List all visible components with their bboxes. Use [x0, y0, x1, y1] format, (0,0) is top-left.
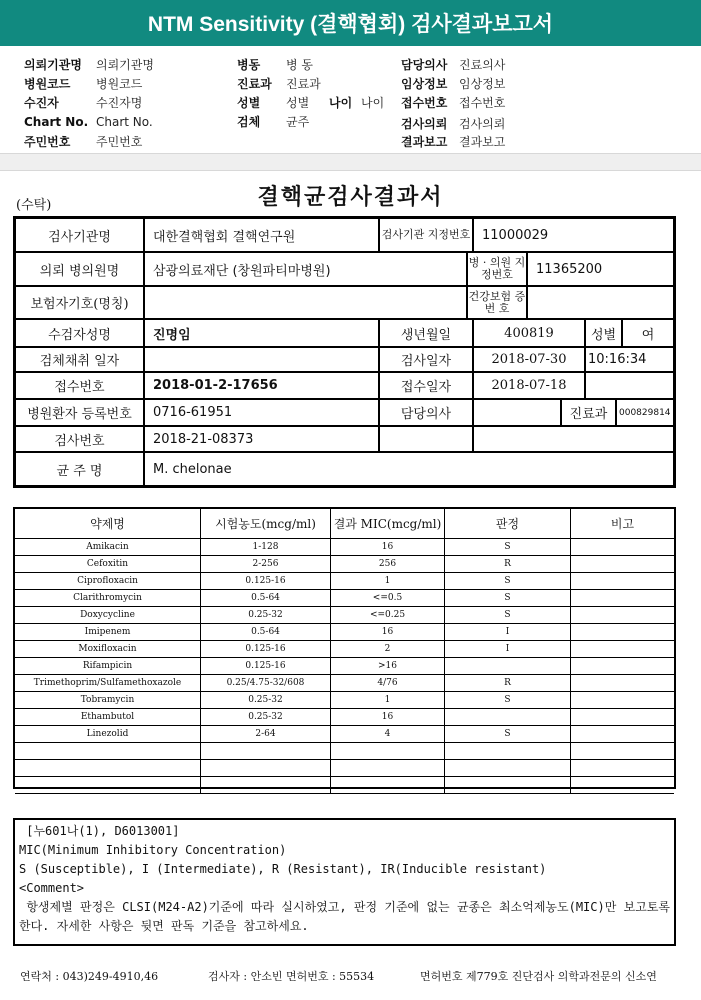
drug-mic	[331, 760, 445, 777]
drug-remark	[571, 675, 674, 692]
health-no-value	[527, 286, 674, 319]
test-no-label: 검사번호	[15, 426, 144, 452]
drug-mic: 1	[331, 692, 445, 709]
hospital-value: 삼광의료재단 (창원파티마병원)	[144, 252, 467, 286]
lab-no-label: 검사기관 지정번호	[379, 218, 473, 252]
drug-remark	[571, 777, 674, 794]
drug-remark	[571, 556, 674, 573]
drug-mic: <=0.5	[331, 590, 445, 607]
drug-interpretation	[445, 658, 571, 675]
drug-remark	[571, 760, 674, 777]
drug-name: Clarithromycin	[15, 590, 201, 607]
sex-label: 성별	[585, 319, 622, 347]
report-title: NTM Sensitivity (결핵협회) 검사결과보고서	[147, 13, 554, 36]
test-no-value: 2018-21-08373	[144, 426, 379, 452]
receipt-no-label: 접수번호	[15, 372, 144, 399]
drug-concentration	[201, 743, 331, 760]
header-label-patient: 수진자	[24, 96, 59, 110]
report-footer	[20, 968, 690, 986]
header-value-sex: 성별	[286, 96, 310, 110]
drug-remark	[571, 590, 674, 607]
header-value-ward: 병 동	[286, 58, 313, 72]
drug-concentration: 0.25/4.75-32/608	[201, 675, 331, 692]
drug-remark	[571, 607, 674, 624]
drug-name: Ciprofloxacin	[15, 573, 201, 590]
drug-name	[15, 777, 201, 794]
drug-remark	[571, 726, 674, 743]
birth-label: 생년월일	[379, 319, 473, 347]
drug-interpretation: R	[445, 675, 571, 692]
strain-label: 균 주 명	[15, 452, 144, 486]
drug-name	[15, 743, 201, 760]
drug-interpretation: S	[445, 726, 571, 743]
header-label-resident-no: 주민번호	[24, 135, 71, 149]
header-label-chart: Chart No.	[24, 115, 89, 129]
drug-remark	[571, 573, 674, 590]
footer-examiner: 검사자 : 안소빈 면허번호 : 55534	[208, 970, 375, 983]
header-value-specimen: 균주	[286, 115, 310, 129]
note-comment-label: <Comment>	[19, 881, 85, 895]
header-label-clinical: 임상정보	[401, 77, 448, 91]
note-legend: S (Susceptible), I (Intermediate), R (Resistant), IR(Inducible resistant)	[19, 862, 547, 876]
drug-mic: 16	[331, 709, 445, 726]
drug-remark	[571, 539, 674, 556]
drug-concentration: 0.25-32	[201, 709, 331, 726]
lab-name-label: 검사기관명	[15, 218, 144, 252]
header-value-doctor: 진료의사	[459, 58, 506, 72]
health-no-label: 건강보험 증 번 호	[467, 286, 527, 319]
patient-info-table	[13, 216, 676, 488]
drug-interpretation	[445, 743, 571, 760]
header-label-dept: 진료과	[237, 77, 272, 91]
drug-concentration: 0.125-16	[201, 573, 331, 590]
header-label-specimen: 검체	[237, 115, 261, 129]
insurer-value	[144, 286, 467, 319]
drug-concentration: 0.125-16	[201, 658, 331, 675]
drug-mic: 1	[331, 573, 445, 590]
drug-name	[15, 760, 201, 777]
header-label-institution: 의뢰기관명	[24, 58, 82, 72]
report-title-bar	[0, 0, 701, 46]
footer-license: 면허번호 제779호 진단검사 의학과전문의 신소연	[420, 970, 657, 983]
drug-interpretation: S	[445, 573, 571, 590]
strain-value: M. chelonae	[144, 452, 674, 486]
drug-mic	[331, 743, 445, 760]
drug-interpretation	[445, 777, 571, 794]
header-value-request: 검사의뢰	[459, 117, 506, 131]
header-value-clinical: 임상정보	[459, 77, 506, 91]
header-value-chart: Chart No.	[96, 115, 153, 129]
drug-remark	[571, 743, 674, 760]
doctor-value	[473, 399, 561, 426]
drug-mic: 16	[331, 539, 445, 556]
drug-interpretation: I	[445, 641, 571, 658]
sample-date-value	[144, 347, 379, 372]
drug-remark	[571, 709, 674, 726]
header-concentration: 시험농도(mcg/ml)	[201, 509, 331, 539]
drug-remark	[571, 641, 674, 658]
header-value-institution: 의뢰기관명	[96, 58, 154, 72]
lab-name-value: 대한결핵협회 결핵연구원	[144, 218, 379, 252]
drug-name: Trimethoprim/Sulfamethoxazole	[15, 675, 201, 692]
patient-name-value: 진명임	[144, 319, 379, 347]
header-drug: 약제명	[15, 509, 201, 539]
test-date-label: 검사일자	[379, 347, 473, 372]
note-code: [누601나(1), D6013001]	[19, 824, 180, 838]
request-header	[0, 50, 701, 150]
drug-name: Amikacin	[15, 539, 201, 556]
drug-mic: 16	[331, 624, 445, 641]
drug-concentration: 0.5-64	[201, 590, 331, 607]
drug-mic: 4/76	[331, 675, 445, 692]
hospital-no-value: 11365200	[527, 252, 674, 286]
drug-interpretation: S	[445, 590, 571, 607]
drug-concentration	[201, 777, 331, 794]
drug-interpretation: S	[445, 692, 571, 709]
drug-mic: >16	[331, 658, 445, 675]
drug-interpretation: S	[445, 607, 571, 624]
drug-concentration	[201, 760, 331, 777]
dept-label: 진료과	[561, 399, 616, 426]
lab-no-value: 11000029	[473, 218, 674, 252]
section-divider	[0, 153, 701, 171]
drug-concentration: 0.25-32	[201, 607, 331, 624]
header-mic: 결과 MIC(mcg/ml)	[331, 509, 445, 539]
sample-date-label: 검체채취 일자	[15, 347, 144, 372]
insurer-label: 보험자기호(명칭)	[15, 286, 144, 319]
header-value-patient: 수진자명	[96, 96, 143, 110]
header-label-ward: 병동	[237, 58, 261, 72]
registration-value: 0716-61951	[144, 399, 379, 426]
receipt-date-label: 접수일자	[379, 372, 473, 399]
drug-concentration: 2-64	[201, 726, 331, 743]
header-remark: 비고	[571, 509, 674, 539]
receipt-no-value: 2018-01-2-17656	[144, 372, 379, 399]
drug-concentration: 0.5-64	[201, 624, 331, 641]
drug-mic: 2	[331, 641, 445, 658]
drug-name: Moxifloxacin	[15, 641, 201, 658]
result-sheet-title: 결핵균검사결과서	[257, 184, 444, 210]
test-date-value: 2018-07-30	[473, 347, 585, 372]
drug-sensitivity-table	[13, 507, 676, 789]
header-label-age: 나이	[329, 96, 353, 110]
header-label-hospital-code: 병원코드	[24, 77, 71, 91]
sex-value: 여	[622, 319, 674, 347]
drug-name: Rifampicin	[15, 658, 201, 675]
drug-concentration: 1-128	[201, 539, 331, 556]
drug-concentration: 0.125-16	[201, 641, 331, 658]
drug-name: Cefoxitin	[15, 556, 201, 573]
drug-interpretation: R	[445, 556, 571, 573]
header-label-report: 결과보고	[401, 135, 448, 149]
drug-mic: 4	[331, 726, 445, 743]
header-value-resident-no: 주민번호	[96, 135, 143, 149]
header-label-doctor: 담당의사	[401, 58, 448, 72]
header-value-dept: 진료과	[286, 77, 321, 91]
commission-label: (수탁)	[16, 198, 52, 213]
drug-mic: <=0.25	[331, 607, 445, 624]
hospital-no-label: 병 · 의원 지정번호	[467, 252, 527, 286]
receipt-date-value: 2018-07-18	[473, 372, 585, 399]
header-interpretation: 판정	[445, 509, 571, 539]
hospital-label: 의뢰 병의원명	[15, 252, 144, 286]
doctor-label: 담당의사	[379, 399, 473, 426]
drug-concentration: 2-256	[201, 556, 331, 573]
drug-remark	[571, 624, 674, 641]
drug-mic: 256	[331, 556, 445, 573]
drug-concentration: 0.25-32	[201, 692, 331, 709]
footer-contact: 연락처 : 043)249-4910,46	[20, 970, 159, 983]
header-value-report: 결과보고	[459, 135, 506, 149]
test-no-blank-2	[473, 426, 674, 452]
test-time-value: 10:16:34	[585, 347, 674, 372]
note-comment: 항생제별 판정은 CLSI(M24-A2)기준에 따라 실시하였고, 판정 기준에 없는 균종은 최소억제농도(MIC)만 보고토록 한다. 자세한 사항은 뒷면 판독 기준을 참고하세요.	[19, 900, 678, 933]
drug-name: Linezolid	[15, 726, 201, 743]
drug-interpretation: S	[445, 539, 571, 556]
registration-label: 병원환자 등록번호	[15, 399, 144, 426]
drug-remark	[571, 658, 674, 675]
drug-interpretation: I	[445, 624, 571, 641]
drug-mic	[331, 777, 445, 794]
header-label-request: 검사의뢰	[401, 117, 448, 131]
test-no-blank-1	[379, 426, 473, 452]
header-label-receipt: 접수번호	[401, 96, 448, 110]
drug-name: Imipenem	[15, 624, 201, 641]
header-value-hospital-code: 병원코드	[96, 77, 143, 91]
header-value-receipt: 접수번호	[459, 96, 506, 110]
drug-interpretation	[445, 760, 571, 777]
drug-remark	[571, 692, 674, 709]
drug-name: Ethambutol	[15, 709, 201, 726]
drug-name: Tobramycin	[15, 692, 201, 709]
note-mic: MIC(Minimum Inhibitory Concentration)	[19, 843, 287, 857]
notes-box	[13, 818, 676, 946]
drug-interpretation	[445, 709, 571, 726]
header-label-sex: 성별	[237, 96, 261, 110]
drug-name: Doxycycline	[15, 607, 201, 624]
receipt-date-blank	[585, 372, 674, 399]
patient-name-label: 수검자성명	[15, 319, 144, 347]
birth-value: 400819	[473, 319, 585, 347]
header-value-age: 나이	[361, 96, 385, 110]
dept-value: 000829814	[616, 399, 674, 426]
